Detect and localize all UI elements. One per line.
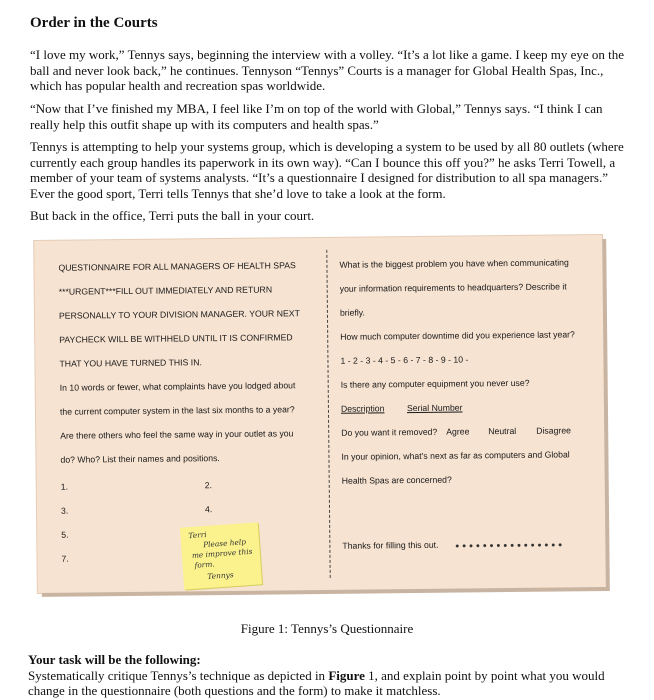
sticky-note (180, 522, 262, 589)
question-biggest-problem-cont: briefly. (339, 307, 365, 318)
option-neutral: Neutral (488, 425, 517, 437)
question-complaints: In 10 words or fewer, what complaints have you lodged about (59, 380, 296, 393)
questionnaire-line: PAYCHECK WILL BE WITHHELD UNTIL IT IS CONFIRMED (59, 332, 293, 345)
note-line: me improve this (191, 546, 253, 561)
question-whats-next-cont: Health Spas are concerned? (341, 474, 452, 486)
question-downtime: How much computer downtime did you experience last year? (340, 329, 575, 342)
question-removal: Do you want it removed? (341, 426, 438, 438)
list-number: 5. (61, 529, 69, 540)
column-description: Description (340, 403, 385, 414)
note-line: Please help (202, 537, 247, 550)
figure-caption: Figure 1: Tennys’s Questionnaire (240, 621, 414, 636)
paragraph-systems-group: Tennys is attempting to help your systems group, which is developing a system to be used by all 80 outlets (where currently each group handles its paperwork in its own way). “Can I bounce this off you?” he asks Terri Towell, a member of your team of systems analysts. “It’s a questionnaire I designed for distribution to all spa managers.” Ever the good sport, Terri tells Tennys that she’d love to take a look at the form. (30, 139, 624, 201)
question-others-cont: do? Who? List their names and positions. (60, 453, 220, 465)
task-heading: Your task will be the following: (28, 652, 201, 667)
note-signature: Tennys (207, 570, 234, 581)
list-number: 4. (204, 504, 213, 515)
list-number: 7. (61, 553, 69, 564)
questionnaire-line: PERSONALLY TO YOUR DIVISION MANAGER. YOUR NEXT (58, 308, 300, 321)
option-agree: Agree (446, 426, 470, 437)
paragraph-intro: “I love my work,” Tennys says, beginning the interview with a volley. “It’s a lot like a game. I keep my eye on the ball and never look back,” he continues. Tennyson “Tennys” Courts is a manager for Global Health Spas, Inc., which has popular health and recreation spas worldwide. (30, 47, 625, 93)
question-whats-next: In your opinion, what’s next as far as computers and Global (341, 449, 570, 462)
task-text-end: 1, and explain point by point what you would change in the questionnaire (both questions and the form) to make it matchless. (28, 668, 605, 698)
paragraph-mba-quote: “Now that I’ve finished my MBA, I feel like I’m on top of the world with Global,” Tennys says. “I think I can really help this outfit shape up with its computers and health spas.” (30, 101, 603, 132)
thanks-text: Thanks for filling this out. (342, 539, 439, 551)
questionnaire-line: ***URGENT***FILL OUT IMMEDIATELY AND RETURN (58, 284, 273, 297)
question-others: Are there others who feel the same way in your outlet as you (60, 428, 294, 441)
list-number: 3. (60, 505, 69, 516)
questionnaire-figure (34, 235, 606, 593)
question-unused-equipment: Is there any computer equipment you never use? (340, 377, 530, 390)
questionnaire-line: THAT YOU HAVE TURNED THIS IN. (59, 357, 202, 369)
list-number: 1. (60, 481, 69, 492)
questionnaire-heading: QUESTIONNAIRE FOR ALL MANAGERS OF HEALTH SPAS (58, 260, 296, 273)
task-text-start: Systematically critique Tennys’s technique as depicted in (28, 668, 329, 683)
task-description (28, 668, 638, 698)
question-biggest-problem: What is the biggest problem you have when communicating (339, 257, 569, 270)
downtime-scale: 1 - 2 - 3 - 4 - 5 - 6 - 7 - 8 - 9 - 10 - (340, 354, 469, 366)
note-recipient: Terri (188, 529, 207, 541)
column-serial-number: Serial Number (406, 402, 463, 414)
figure-reference: Figure (328, 668, 365, 683)
question-complaints-cont: the current computer system in the last six months to a year? (59, 404, 295, 417)
page-title: Order in the Courts (30, 15, 158, 31)
option-disagree: Disagree (536, 425, 572, 436)
note-line: form. (194, 559, 215, 570)
dotted-leader: •••••••••••••••• (455, 539, 566, 553)
column-divider (326, 250, 330, 578)
question-biggest-problem-cont: your information requirements to headquarters? Describe it (339, 281, 567, 294)
list-number: 2. (204, 480, 213, 491)
paragraph-ball-in-court: But back in the office, Terri puts the ball in your court. (30, 208, 315, 223)
